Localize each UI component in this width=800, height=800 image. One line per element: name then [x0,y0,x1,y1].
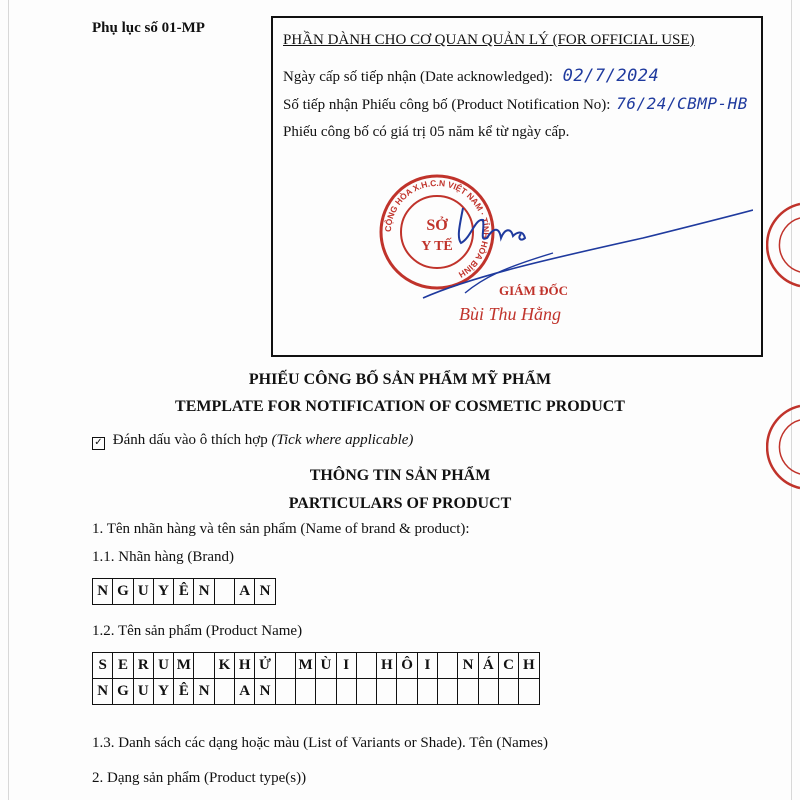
product-letter-cell [336,679,356,705]
date-acknowledged-line [283,66,659,86]
product-letter-cell [438,653,458,679]
heading-vn: PHIẾU CÔNG BỐ SẢN PHẨM MỸ PHẨM [248,371,552,388]
product-letter-cell [498,679,518,705]
brand-letter-cell: G [113,579,133,605]
product-letter-cell [316,679,336,705]
product-letter-cell [295,679,315,705]
official-use-title: PHẦN DÀNH CHO CƠ QUAN QUẢN LÝ (FOR OFFICIAL USE) [283,32,695,48]
brand-letter-cell: N [255,579,275,605]
brand-letter-cell: N [194,579,214,605]
tick-instruction-en: (Tick where applicable) [271,432,414,448]
product-letter-cell [458,679,478,705]
particulars-heading-vn: THÔNG TIN SẢN PHẨM [309,467,491,484]
product-name-label: 1.2. Tên sản phẩm (Product Name) [92,623,303,639]
notification-number-value: 76/24/CBMP-HB [616,94,748,113]
product-letter-cell: Ô [397,653,417,679]
heading-en: TEMPLATE FOR NOTIFICATION OF COSMETIC PRODUCT [175,398,625,415]
product-type-label: 2. Dạng sản phẩm (Product type(s)) [92,770,307,786]
validity-line: Phiếu công bố có giá trị 05 năm kể từ ngày cấp. [283,124,570,140]
product-letter-cell: E [113,653,133,679]
stamp-center-line-1: SỞ [426,217,448,234]
product-letter-cell: K [214,653,234,679]
product-letter-cell: Ê [174,679,194,705]
product-letter-cell: Á [478,653,498,679]
product-letter-cell: A [235,679,255,705]
product-letter-cell [356,679,376,705]
director-signature [413,198,753,308]
tick-checkbox-icon: ✓ [92,437,105,450]
official-use-box [271,16,763,357]
brand-letter-cell: A [235,579,255,605]
product-letter-cell: N [93,679,113,705]
particulars-heading-en: PARTICULARS OF PRODUCT [288,495,512,512]
product-letter-cell: U [133,679,153,705]
product-letter-cell: G [113,679,133,705]
product-letter-cell: M [174,653,194,679]
product-letter-cell [417,679,437,705]
tick-instruction [92,432,413,449]
product-letter-cell: R [133,653,153,679]
product-letter-cell: S [93,653,113,679]
product-letter-cell: N [458,653,478,679]
product-letter-cell: U [153,653,173,679]
product-letter-cell: Ù [316,653,336,679]
product-letter-cell [194,653,214,679]
product-letter-cell: Y [153,679,173,705]
appendix-label: Phụ lục số 01-MP [92,20,205,36]
product-letter-cell [275,679,295,705]
product-letter-cell: H [377,653,397,679]
brand-letter-cell: U [133,579,153,605]
brand-letter-cell: N [93,579,113,605]
product-letter-cell [478,679,498,705]
product-letter-cell: I [417,653,437,679]
product-name-grid [92,652,540,705]
product-letter-cell [275,653,295,679]
side-stamp-fragment-top [766,200,800,290]
product-letter-cell: N [194,679,214,705]
product-letter-cell [377,679,397,705]
director-name: Bùi Thu Hằng [459,304,562,324]
brand-grid [92,578,276,605]
tick-instruction-vn: Đánh dấu vào ô thích hợp [112,432,268,448]
stamp-ring-text: CỘNG HÒA X.H.C.N VIỆT NAM · TỈNH HÒA BÌNH [382,177,492,280]
notification-number-label: Số tiếp nhận Phiếu công bố (Product Notification No): [283,97,611,113]
date-acknowledged-label: Ngày cấp số tiếp nhận (Date acknowledged): [283,69,553,85]
brand-letter-cell: Ê [174,579,194,605]
product-letter-cell [214,679,234,705]
variants-label: 1.3. Danh sách các dạng hoặc màu (List of Variants or Shade). Tên (Names) [92,735,548,751]
brand-letter-cell [214,579,234,605]
product-letter-cell: H [235,653,255,679]
date-acknowledged-value: 02/7/2024 [562,66,660,86]
product-letter-cell [519,679,539,705]
product-letter-cell [356,653,376,679]
brand-label: 1.1. Nhãn hàng (Brand) [92,549,235,565]
notification-number-line [283,94,748,114]
stamp-center-line-2: Y TẾ [421,239,453,254]
brand-letter-cell: Y [153,579,173,605]
product-letter-cell: C [498,653,518,679]
product-letter-cell: N [255,679,275,705]
section-1-label: 1. Tên nhãn hàng và tên sản phẩm (Name of brand & product): [92,521,470,537]
product-letter-cell [397,679,417,705]
product-letter-cell: H [519,653,539,679]
product-letter-cell [438,679,458,705]
director-title: GIÁM ĐỐC [499,283,568,298]
product-letter-cell: Ử [255,653,275,679]
product-letter-cell: M [295,653,315,679]
product-letter-cell: I [336,653,356,679]
